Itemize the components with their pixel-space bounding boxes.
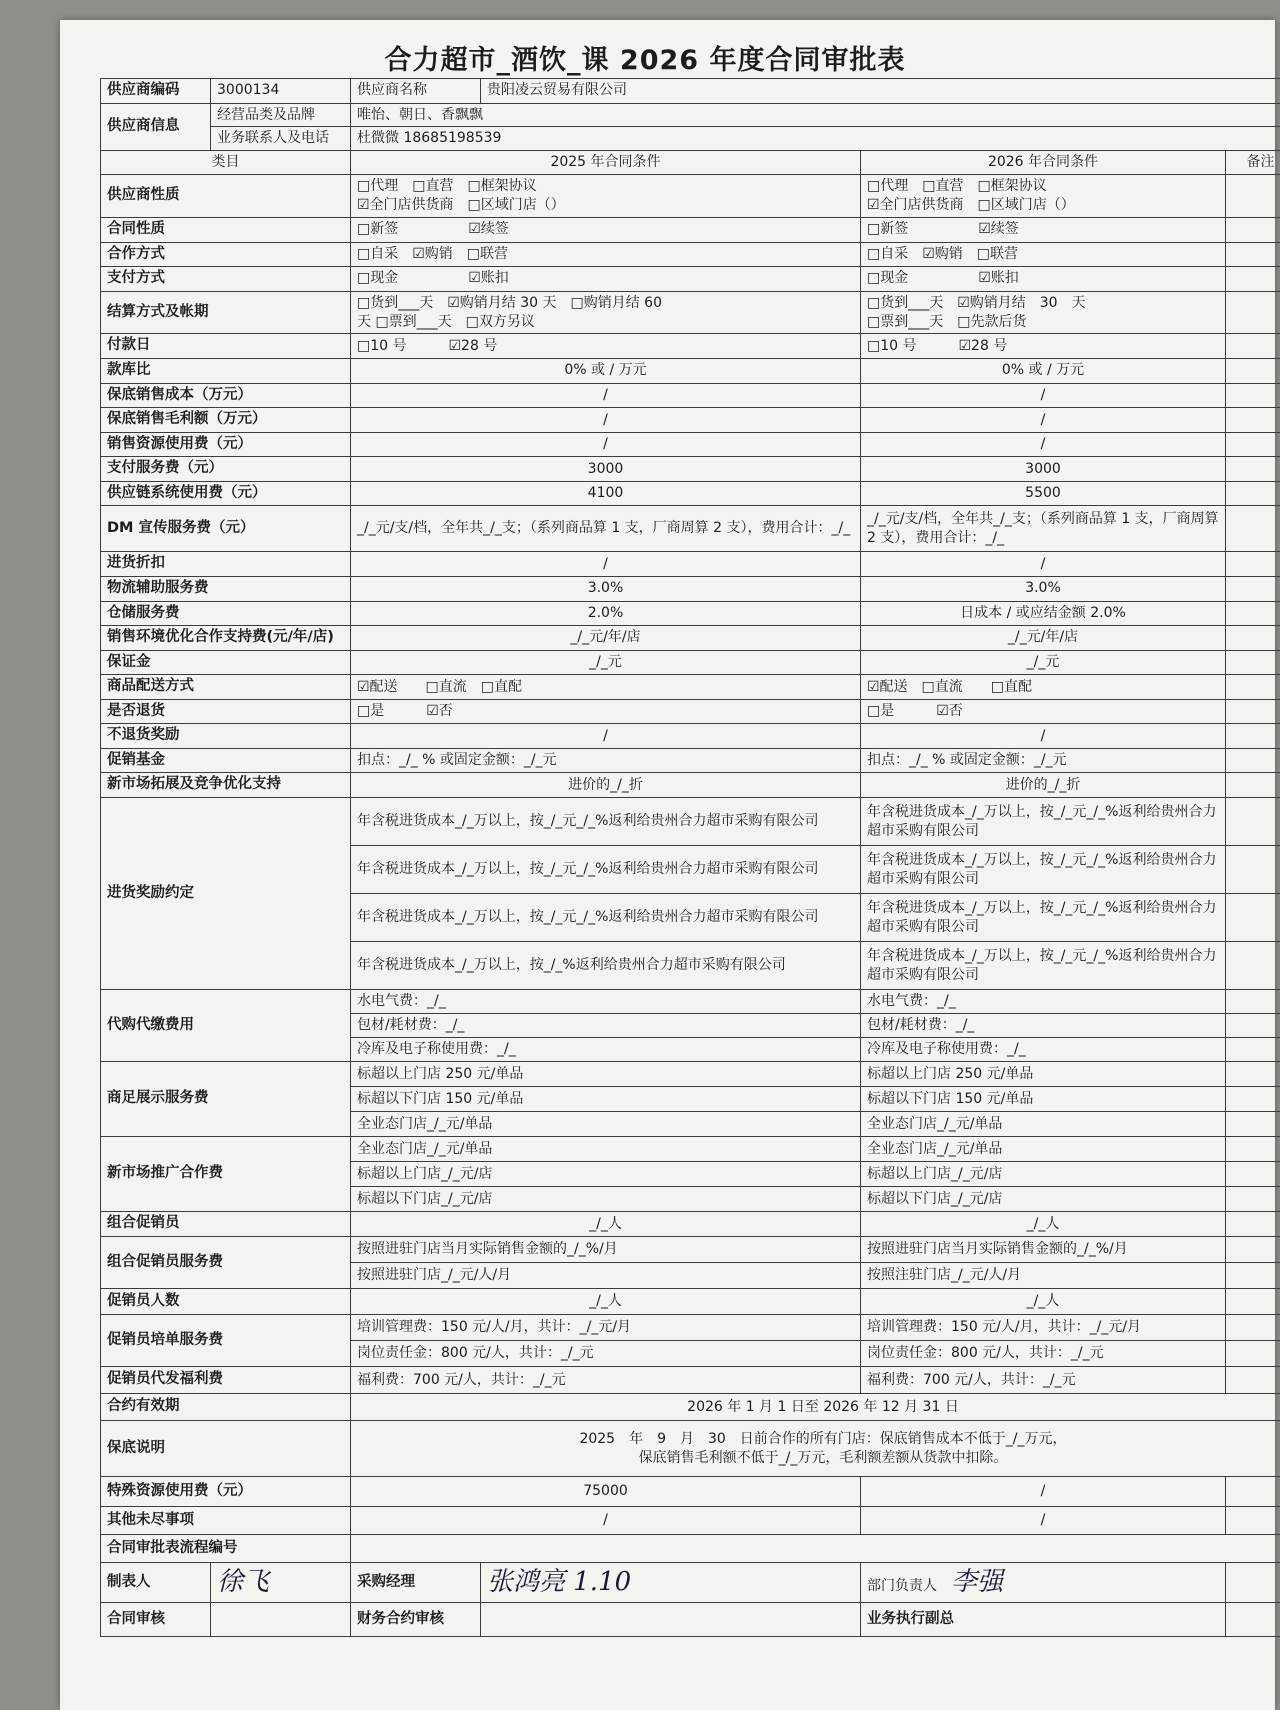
note-cell [1226, 175, 1280, 218]
settle-2025 [351, 291, 861, 334]
settle-2025-line1: □货到___天 ☑购销月结 30 天 □购销月结 60 [357, 294, 854, 313]
supplier-name: 贵阳凌云贸易有限公司 [481, 79, 1280, 104]
new-promo-2026-line: 全业态门店_/_元/单品 [861, 1137, 1226, 1162]
noreturn-2026: / [861, 724, 1226, 749]
payday-2026: □10 号 ☑28 号 [861, 334, 1226, 359]
training-2025-line: 培训管理费：150 元/人/月，共计：_/_元/月 [351, 1315, 861, 1341]
settle-2026 [861, 291, 1226, 334]
return-label: 是否退货 [101, 699, 351, 724]
promo-fund-2025: 扣点：_/_ % 或固定金额：_/_元 [351, 748, 861, 773]
logistics-2025: 3.0% [351, 576, 861, 601]
training-fee-label: 促销员培单服务费 [101, 1315, 351, 1367]
buyer-signature: 张鸿亮 1.10 [481, 1563, 861, 1603]
reward-2026-item: 年含税进货成本_/_万以上，按_/_元_/_%返利给贵州合力超市采购有限公司 [861, 846, 1226, 894]
combo-fee-2026-line: 按照注驻门店_/_元/人/月 [861, 1263, 1226, 1289]
finance-audit-label: 财务合约审核 [351, 1603, 481, 1637]
nature-opts-2026: □代理 □直营 □框架协议 [867, 177, 1219, 196]
reward-2026-item: 年含税进货成本_/_万以上，按_/_元_/_%返利给贵州合力超市采购有限公司 [861, 798, 1226, 846]
valid-period-label: 合约有效期 [101, 1394, 351, 1421]
new-promo-2025-line: 标超以上门店_/_元/店 [351, 1162, 861, 1187]
agent-2025-line: 水电气费：_/_ [351, 990, 861, 1014]
coop-2026: □自采 ☑购销 □联营 [861, 242, 1226, 267]
new-promo-2026-line: 标超以上门店_/_元/店 [861, 1162, 1226, 1187]
promoter-count-2025: _/_人 [351, 1289, 861, 1315]
maker-label: 制表人 [101, 1563, 211, 1603]
flow-number-label: 合同审批表流程编号 [101, 1535, 351, 1563]
logistics-2026: 3.0% [861, 576, 1226, 601]
deposit-2026: _/_元 [861, 650, 1226, 675]
guarantee-text [351, 1421, 1280, 1477]
training-2026-line: 培训管理费：150 元/人/月，共计：_/_元/月 [861, 1315, 1226, 1341]
dept-head-cell [861, 1563, 1226, 1603]
display-2025-line: 全业态门店_/_元/单品 [351, 1112, 861, 1137]
special-fee-label: 特殊资源使用费（元） [101, 1477, 351, 1507]
other-2026: / [861, 1507, 1226, 1535]
col-item: 类目 [101, 151, 351, 175]
agent-2025-line: 冷库及电子称使用费：_/_ [351, 1038, 861, 1062]
promo-fund-2026: 扣点：_/_ % 或固定金额：_/_元 [861, 748, 1226, 773]
combo-fee-2026-line: 按照进驻门店当月实际销售金额的_/_%/月 [861, 1237, 1226, 1263]
return-2025: □是 ☑否 [351, 699, 861, 724]
discount-2025: / [351, 552, 861, 577]
display-fee-label: 商足展示服务费 [101, 1062, 351, 1137]
pay-label: 支付方式 [101, 267, 351, 292]
approval-table [100, 78, 1280, 1637]
welfare-label: 促销员代发福利费 [101, 1367, 351, 1394]
agent-2026-line: 冷库及电子称使用费：_/_ [861, 1038, 1226, 1062]
settle-2026-line2: □票到___天 □先款后货 [867, 313, 1219, 332]
agent-2026-line: 包材/耗材费：_/_ [861, 1014, 1226, 1038]
min-cost-2025: / [351, 383, 861, 408]
col-2025: 2025 年合同条件 [351, 151, 861, 175]
guarantee-label: 保底说明 [101, 1421, 351, 1477]
settle-label: 结算方式及帐期 [101, 291, 351, 334]
pay-2025: □现金 ☑账扣 [351, 267, 861, 292]
nature-opts-2025: □代理 □直营 □框架协议 [357, 177, 854, 196]
dept-head-label: 部门负责人 [867, 1578, 937, 1594]
combo-fee-label: 组合促销员服务费 [101, 1237, 351, 1289]
discount-2026: / [861, 552, 1226, 577]
new-promo-2025-line: 标超以下门店_/_元/店 [351, 1187, 861, 1212]
brand-value: 唯怡、朝日、香飘飘 [351, 103, 1280, 127]
audit-label: 合同审核 [101, 1603, 211, 1637]
display-2026-line: 标超以上门店 250 元/单品 [861, 1062, 1226, 1087]
resource-label: 销售资源使用费（元） [101, 432, 351, 457]
delivery-2025: ☑配送 □直流 □直配 [351, 675, 861, 700]
deposit-label: 保证金 [101, 650, 351, 675]
reward-2026-item: 年含税进货成本_/_万以上，按_/_元_/_%返利给贵州合力超市采购有限公司 [861, 942, 1226, 990]
service-fee-2026: 3000 [861, 457, 1226, 482]
min-margin-2026: / [861, 408, 1226, 433]
discount-label: 进货折扣 [101, 552, 351, 577]
reward-2026-item: 年含税进货成本_/_万以上，按_/_元_/_%返利给贵州合力超市采购有限公司 [861, 894, 1226, 942]
maker-signature: 徐飞 [211, 1563, 351, 1603]
stock-2025: 0% 或 / 万元 [351, 359, 861, 384]
dm-label: DM 宣传服务费（元） [101, 506, 351, 552]
reward-2025-item: 年含税进货成本_/_万以上，按_/_元_/_%返利给贵州合力超市采购有限公司 [351, 846, 861, 894]
resource-2025: / [351, 432, 861, 457]
min-cost-2026: / [861, 383, 1226, 408]
agent-2026-line: 水电气费：_/_ [861, 990, 1226, 1014]
pay-2026: □现金 ☑账扣 [861, 267, 1226, 292]
system-fee-2026: 5500 [861, 481, 1226, 506]
contract-2025: □新签 ☑续签 [351, 218, 861, 243]
vp-label: 业务执行副总 [861, 1603, 1226, 1637]
contract-label: 合同性质 [101, 218, 351, 243]
noreturn-2025: / [351, 724, 861, 749]
welfare-2025: 福利费：700 元/人，共计：_/_元 [351, 1367, 861, 1394]
promoter-count-2026: _/_人 [861, 1289, 1226, 1315]
env-fee-label: 销售环境优化合作支持费(元/年/店) [101, 626, 351, 651]
system-fee-label: 供应链系统使用费（元） [101, 481, 351, 506]
nature-2026 [861, 175, 1226, 218]
env-fee-2025: _/_元/年/店 [351, 626, 861, 651]
supplier-code-label: 供应商编码 [101, 79, 211, 104]
env-fee-2026: _/_元/年/店 [861, 626, 1226, 651]
min-margin-2025: / [351, 408, 861, 433]
display-2025-line: 标超以上门店 250 元/单品 [351, 1062, 861, 1087]
new-promo-2026-line: 标超以下门店_/_元/店 [861, 1187, 1226, 1212]
logistics-label: 物流辅助服务费 [101, 576, 351, 601]
display-2026-line: 标超以下门店 150 元/单品 [861, 1087, 1226, 1112]
col-note: 备注 [1226, 151, 1280, 175]
reward-2025-item: 年含税进货成本_/_万以上，按_/_%返利给贵州合力超市采购有限公司 [351, 942, 861, 990]
new-promo-label: 新市场推广合作费 [101, 1137, 351, 1212]
return-2026: □是 ☑否 [861, 699, 1226, 724]
stock-2026: 0% 或 / 万元 [861, 359, 1226, 384]
combo-promoter-2026: _/_人 [861, 1212, 1226, 1237]
agent-2025-line: 包材/耗材费：_/_ [351, 1014, 861, 1038]
coop-label: 合作方式 [101, 242, 351, 267]
display-2026-line: 全业态门店_/_元/单品 [861, 1112, 1226, 1137]
noreturn-label: 不退货奖励 [101, 724, 351, 749]
system-fee-2025: 4100 [351, 481, 861, 506]
guarantee-line2: 保底销售毛利额不低于_/_万元，毛利额差额从货款中扣除。 [357, 1449, 1280, 1468]
special-fee-2025: 75000 [351, 1477, 861, 1507]
nature-label: 供应商性质 [101, 175, 351, 218]
resource-2026: / [861, 432, 1226, 457]
settle-2026-line1: □货到___天 ☑购销月结 30 天 [867, 294, 1219, 313]
nature-2025 [351, 175, 861, 218]
combo-fee-2025-line: 按照进驻门店当月实际销售金额的_/_%/月 [351, 1237, 861, 1263]
welfare-2026: 福利费：700 元/人，共计：_/_元 [861, 1367, 1226, 1394]
combo-promoter-2025: _/_人 [351, 1212, 861, 1237]
new-promo-2025-line: 全业态门店_/_元/单品 [351, 1137, 861, 1162]
stock-label: 款库比 [101, 359, 351, 384]
training-2026-line: 岗位责任金：800 元/人，共计：_/_元 [861, 1341, 1226, 1367]
contract-2026: □新签 ☑续签 [861, 218, 1226, 243]
new-market-label: 新市场拓展及竞争优化支持 [101, 773, 351, 798]
coop-2025: □自采 ☑购销 □联营 [351, 242, 861, 267]
display-2025-line: 标超以下门店 150 元/单品 [351, 1087, 861, 1112]
nature-scope-2025: ☑全门店供货商 □区域门店（） [357, 196, 854, 215]
contact-value: 杜微微 18685198539 [351, 127, 1280, 151]
flow-number [351, 1535, 1280, 1563]
brand-label: 经营品类及品牌 [211, 103, 351, 127]
settle-2025-line2: 天 □票到___天 □双方另议 [357, 313, 854, 332]
supplier-code: 3000134 [211, 79, 351, 104]
dept-head-signature: 李强 [951, 1567, 1003, 1597]
reward-2025-item: 年含税进货成本_/_万以上，按_/_元_/_%返利给贵州合力超市采购有限公司 [351, 798, 861, 846]
buyer-label: 采购经理 [351, 1563, 481, 1603]
agent-fee-label: 代购代缴费用 [101, 990, 351, 1062]
valid-period: 2026 年 1 月 1 日至 2026 年 12 月 31 日 [351, 1394, 1280, 1421]
warehouse-2026: 日成本 / 或应结金额 2.0% [861, 601, 1226, 626]
service-fee-2025: 3000 [351, 457, 861, 482]
training-2025-line: 岗位责任金：800 元/人，共计：_/_元 [351, 1341, 861, 1367]
min-margin-label: 保底销售毛利额（万元） [101, 408, 351, 433]
min-cost-label: 保底销售成本（万元） [101, 383, 351, 408]
special-fee-2026: / [861, 1477, 1226, 1507]
promoter-count-label: 促销员人数 [101, 1289, 351, 1315]
payday-2025: □10 号 ☑28 号 [351, 334, 861, 359]
dm-2026: _/_元/支/档，全年共_/_支；（系列商品算 1 支，厂商周算 2 支），费用合计：_/_ [861, 506, 1226, 552]
warehouse-label: 仓储服务费 [101, 601, 351, 626]
purchase-reward-label: 进货奖励约定 [101, 798, 351, 990]
delivery-label: 商品配送方式 [101, 675, 351, 700]
new-market-2026: 进价的_/_折 [861, 773, 1226, 798]
other-2025: / [351, 1507, 861, 1535]
form-title: 合力超市_酒饮_课 2026 年度合同审批表 [100, 38, 1190, 77]
dm-2025: _/_元/支/档，全年共_/_支；（系列商品算 1 支，厂商周算 2 支），费用合计：_/_ [351, 506, 861, 552]
payday-label: 付款日 [101, 334, 351, 359]
supplier-name-label: 供应商名称 [351, 79, 481, 104]
deposit-2025: _/_元 [351, 650, 861, 675]
other-label: 其他未尽事项 [101, 1507, 351, 1535]
delivery-2026: ☑配送 □直流 □直配 [861, 675, 1226, 700]
col-2026: 2026 年合同条件 [861, 151, 1226, 175]
nature-scope-2026: ☑全门店供货商 □区域门店（） [867, 196, 1219, 215]
guarantee-line1: 2025 年 9 月 30 日前合作的所有门店：保底销售成本不低于_/_万元， [357, 1430, 1280, 1449]
service-fee-label: 支付服务费（元） [101, 457, 351, 482]
promo-fund-label: 促销基金 [101, 748, 351, 773]
warehouse-2025: 2.0% [351, 601, 861, 626]
contact-label: 业务联系人及电话 [211, 127, 351, 151]
combo-promoter-label: 组合促销员 [101, 1212, 351, 1237]
new-market-2025: 进价的_/_折 [351, 773, 861, 798]
supplier-info-label: 供应商信息 [101, 103, 211, 151]
combo-fee-2025-line: 按照进驻门店_/_元/人/月 [351, 1263, 861, 1289]
reward-2025-item: 年含税进货成本_/_万以上，按_/_元_/_%返利给贵州合力超市采购有限公司 [351, 894, 861, 942]
